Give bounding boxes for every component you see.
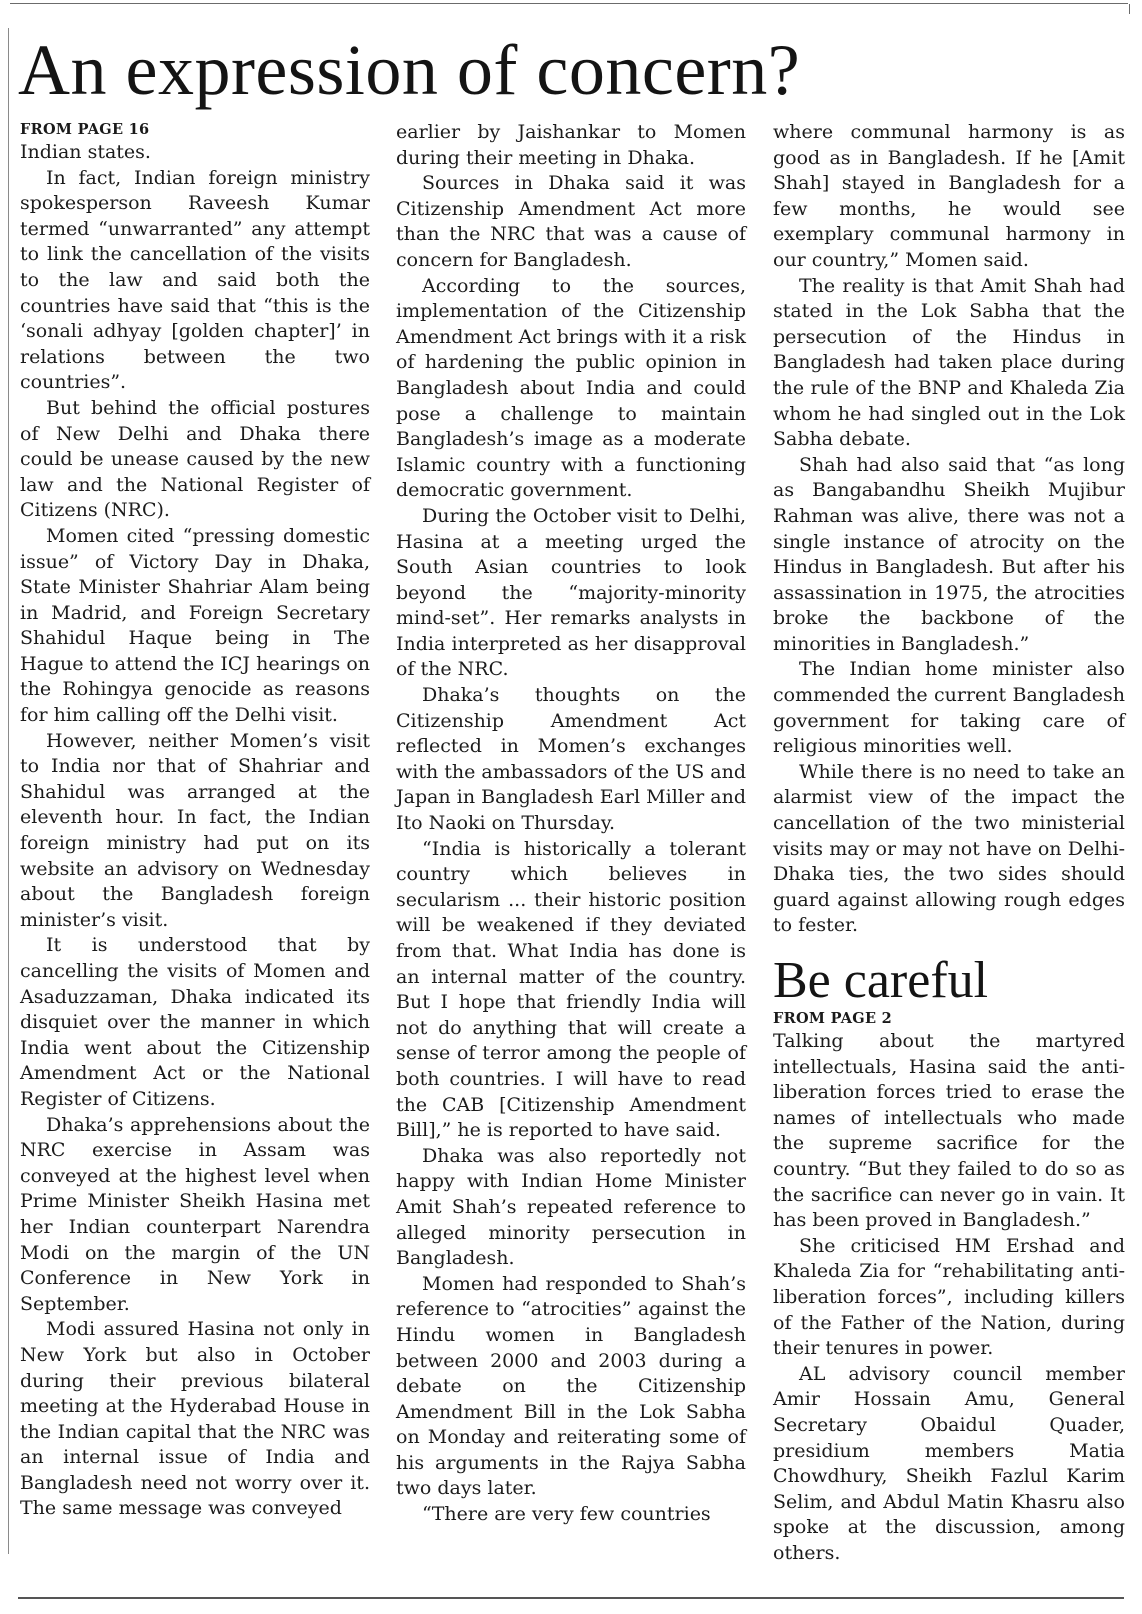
paragraph: But behind the official postures of New Delhi and Dhaka there could be unease caused by the new law and the National Register of Citizens (NRC). <box>20 396 370 522</box>
paragraph: The reality is that Amit Shah had stated in the Lok Sabha that the persecution of the Hindus in Bangladesh had taken place during the rule of the BNP and Khaleda Zia whom he had singled out in the Lok Sabha debate. <box>773 274 1125 451</box>
paragraph: Modi assured Hasina not only in New York but also in October during their previous bilateral meeting at the Hyderabad House in the Indian capital that the NRC was an internal issue of India and Bangladesh need not worry over it. The same message was conveyed <box>20 1318 370 1520</box>
paragraph: Momen had responded to Shah’s reference to “atrocities” against the Hindu women in Bangladesh between 2000 and 2003 during a debate on the Citizenship Amendment Bill in the Lok Sabha on Monday and reiterating some of his arguments in the Rajya Sabha two days later. <box>396 1272 746 1500</box>
article-column-3 <box>773 120 1125 1566</box>
article-column-2 <box>396 120 746 1528</box>
paragraph: She criticised HM Ershad and Khaleda Zia for “rehabilitating anti-liberation forces”, including killers of the Father of the Nation, during their tenures in power. <box>773 1234 1125 1360</box>
paragraph: Sources in Dhaka said it was Citizenship Amendment Act more than the NRC that was a cause of concern for Bangladesh. <box>396 172 746 271</box>
paragraph: Indian states. <box>20 141 151 163</box>
article-headline: An expression of concern? <box>18 30 801 110</box>
second-article-kicker: FROM PAGE 2 <box>773 1010 893 1027</box>
paragraph: Momen cited “pressing domestic issue” of Victory Day in Dhaka, State Minister Shahriar Alam being in Madrid, and Foreign Secretary Shahidul Haque being in The Hague to attend the ICJ hearings on the Rohingya genocide as reasons for him calling off the Delhi visit. <box>20 524 370 727</box>
paragraph: However, neither Momen’s visit to India nor that of Shahriar and Shahidul was arranged at the eleventh hour. In fact, the Indian foreign ministry had put on its website an advisory on Wednesday about the Bangladesh foreign minister’s visit. <box>20 729 370 931</box>
paragraph: Shah had also said that “as long as Bangabandhu Sheikh Mujibur Rahman was alive, there was not a single instance of atrocity on the Hindus in Bangladesh. But after his assassination in 1975, the atrocities broke the backbone of the minorities in Bangladesh.” <box>773 453 1125 655</box>
article-column-1 <box>20 120 370 1522</box>
paragraph: where communal harmony is as good as in Bangladesh. If he [Amit Shah] stayed in Bangladesh for a few months, he would see exemplary communal harmony in our country,” Momen said. <box>773 121 1125 271</box>
paragraph: Dhaka’s apprehensions about the NRC exercise in Assam was conveyed at the highest level when Prime Minister Sheikh Hasina met her Indian counterpart Narendra Modi on the margin of the UN Conference in New York in September. <box>20 1113 370 1315</box>
paragraph: During the October visit to Delhi, Hasina at a meeting urged the South Asian countries to look beyond the “majority-minority mind-set”. Her remarks analysts in India interpreted as her disapproval of the NRC. <box>396 504 746 681</box>
article-kicker: FROM PAGE 16 <box>20 121 150 138</box>
left-border-rule <box>8 28 9 1554</box>
paragraph: Talking about the martyred intellectuals, Hasina said the anti-liberation forces tried to erase the names of intellectuals who made the supreme sacrifice for the country. “But they failed to do so as the sacrifice can never go in vain. It has been proved in Bangladesh.” <box>773 1030 1125 1232</box>
paragraph: According to the sources, implementation of the Citizenship Amendment Act brings with it a risk of hardening the public opinion in Bangladesh about India and could pose a challenge to maintain Bangladesh’s image as a moderate Islamic country with a functioning democratic government. <box>396 274 746 502</box>
paragraph: “India is historically a tolerant country which believes in secularism ... their historic position will be weakened if they deviated from that. What India has done is an internal matter of the country. But I hope that friendly India will not do anything that will create a sense of terror among the people of both countries. I will have to read the CAB [Citizenship Amendment Bill],” he is reported to have said. <box>396 837 746 1142</box>
paragraph: Dhaka was also reportedly not happy with Indian Home Minister Amit Shah’s repeated reference to alleged minority persecution in Bangladesh. <box>396 1144 746 1270</box>
paragraph: While there is no need to take an alarmist view of the impact the cancellation of the two ministerial visits may or may not have on Delhi-Dhaka ties, the two sides should guard against allowing rough edges to fester. <box>773 760 1125 937</box>
second-article-headline: Be careful <box>773 952 989 1009</box>
paragraph: Dhaka’s thoughts on the Citizenship Amendment Act reflected in Momen’s exchanges with the ambassadors of the US and Japan in Bangladesh Earl Miller and Ito Naoki on Thursday. <box>396 684 747 835</box>
top-right-corner-rule <box>1129 4 1130 14</box>
top-border-rule <box>10 3 1128 4</box>
paragraph: It is understood that by cancelling the visits of Momen and Asaduzzaman, Dhaka indicated its disquiet over the manner in which India went about the Citizenship Amendment Act or the National Register of Citizens. <box>20 934 370 1110</box>
paragraph: The Indian home minister also commended the current Bangladesh government for taking care of religious minorities well. <box>773 658 1125 758</box>
bottom-border-rule <box>18 1597 1124 1599</box>
paragraph: In fact, Indian foreign ministry spokesperson Raveesh Kumar termed “unwarranted” any attempt to link the cancellation of the visits to the law and said both the countries have said that “this is the ‘sonali adhyay [golden chapter]’ in relations between the two countries”. <box>20 166 370 394</box>
paragraph: “There are very few countries <box>422 1503 711 1526</box>
paragraph: AL advisory council member Amir Hossain Amu, General Secretary Obaidul Quader, presidium members Matia Chowdhury, Sheikh Fazlul Karim Selim, and Abdul Matin Khasru also spoke at the discussion, among others. <box>773 1362 1125 1564</box>
paragraph: earlier by Jaishankar to Momen during their meeting in Dhaka. <box>396 121 746 169</box>
